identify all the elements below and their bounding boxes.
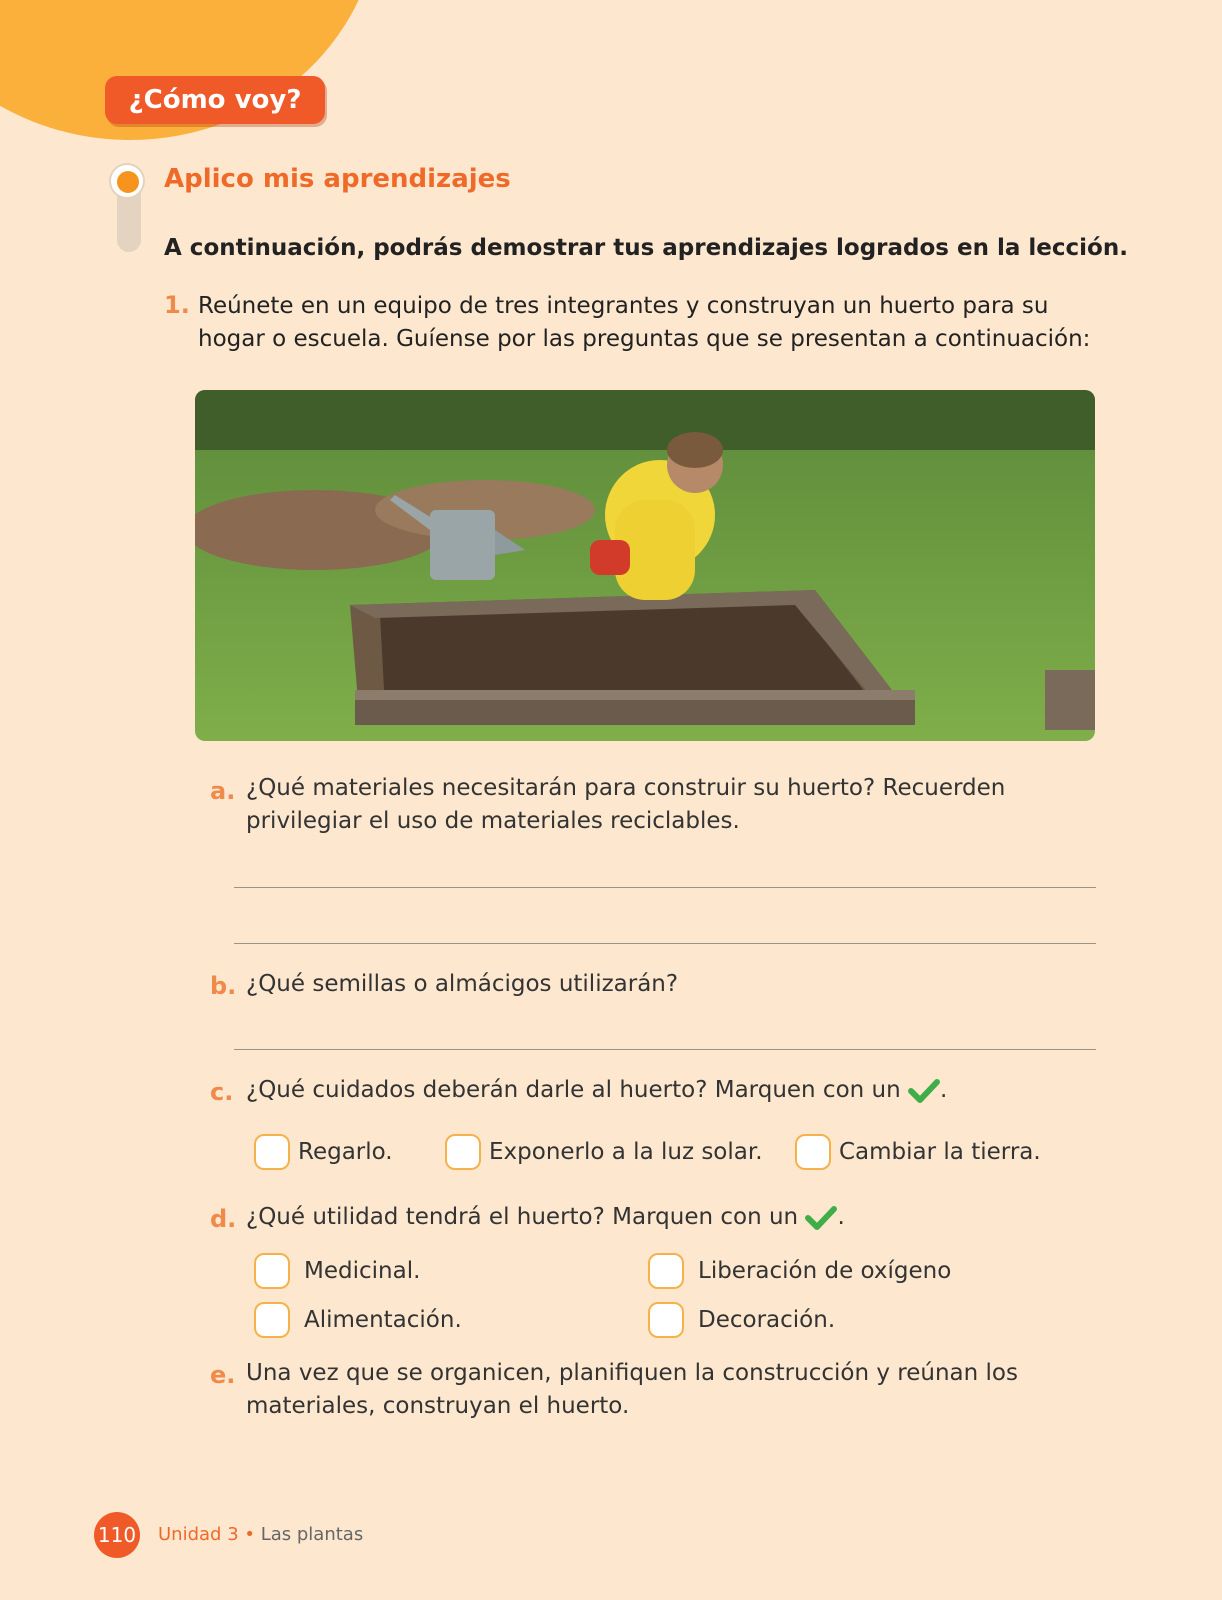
option-label: Exponerlo a la luz solar. xyxy=(489,1139,763,1165)
item-a-text: ¿Qué materiales necesitarán para construir su huerto? Recuerden privilegiar el uso de materiales reciclables. xyxy=(246,775,1006,834)
item-b-letter: b. xyxy=(210,972,237,1000)
section-badge: ¿Cómo voy? xyxy=(105,76,325,124)
option-luz-solar[interactable] xyxy=(445,1134,763,1170)
checkbox[interactable] xyxy=(254,1134,290,1170)
checkbox[interactable] xyxy=(254,1253,290,1289)
page-number: 110 xyxy=(94,1512,140,1558)
footer-label xyxy=(158,1524,363,1545)
question-text: Reúnete en un equipo de tres integrantes y construyan un huerto para su hogar o escuela. Guíense por las preguntas que se presentan a continuación: xyxy=(198,293,1091,352)
checkbox[interactable] xyxy=(648,1302,684,1338)
option-label: Cambiar la tierra. xyxy=(839,1139,1041,1165)
option-label: Liberación de oxígeno xyxy=(698,1258,952,1284)
option-decoracion[interactable] xyxy=(648,1302,835,1338)
answer-line-a1[interactable] xyxy=(234,887,1096,888)
checkbox[interactable] xyxy=(445,1134,481,1170)
item-b-text: ¿Qué semillas o almácigos utilizarán? xyxy=(246,971,679,997)
section-title: Aplico mis aprendizajes xyxy=(164,164,511,194)
garden-photo xyxy=(195,390,1095,741)
item-e-text: Una vez que se organicen, planifiquen la construcción y reúnan los materiales, construyan el huerto. xyxy=(246,1360,1018,1419)
option-label: Medicinal. xyxy=(304,1258,421,1284)
checkbox[interactable] xyxy=(795,1134,831,1170)
item-e-letter: e. xyxy=(210,1361,236,1389)
option-cambiar-tierra[interactable] xyxy=(795,1134,1041,1170)
option-medicinal[interactable] xyxy=(254,1253,420,1289)
option-oxigeno[interactable] xyxy=(648,1253,951,1289)
answer-line-b[interactable] xyxy=(234,1049,1096,1050)
pin-dot xyxy=(117,171,139,193)
item-d-end: . xyxy=(837,1204,845,1230)
item-d-question xyxy=(246,1201,1096,1234)
item-a-letter: a. xyxy=(210,777,236,805)
option-label: Alimentación. xyxy=(304,1307,462,1333)
item-d-text: ¿Qué utilidad tendrá el huerto? Marquen con un xyxy=(246,1204,799,1230)
intro-text: A continuación, podrás demostrar tus aprendizajes logrados en la lección. xyxy=(164,235,1128,261)
option-label: Decoración. xyxy=(698,1307,836,1333)
option-alimentacion[interactable] xyxy=(254,1302,462,1338)
item-c-letter: c. xyxy=(210,1078,234,1106)
answer-line-a2[interactable] xyxy=(234,943,1096,944)
item-c-text: ¿Qué cuidados deberán darle al huerto? Marquen con un xyxy=(246,1077,901,1103)
option-label: Regarlo. xyxy=(298,1139,393,1165)
checkbox[interactable] xyxy=(648,1253,684,1289)
checkmark-icon xyxy=(805,1205,837,1231)
checkbox[interactable] xyxy=(254,1302,290,1338)
item-c-question xyxy=(246,1074,1096,1107)
item-d-letter: d. xyxy=(210,1205,237,1233)
footer-topic: Las plantas xyxy=(260,1524,364,1545)
question-number: 1. xyxy=(164,291,190,319)
footer-separator: • xyxy=(238,1524,261,1545)
item-c-end: . xyxy=(940,1077,948,1103)
checkmark-icon xyxy=(908,1078,940,1104)
option-regarlo[interactable] xyxy=(254,1134,393,1170)
footer-unit: Unidad 3 xyxy=(158,1524,239,1545)
